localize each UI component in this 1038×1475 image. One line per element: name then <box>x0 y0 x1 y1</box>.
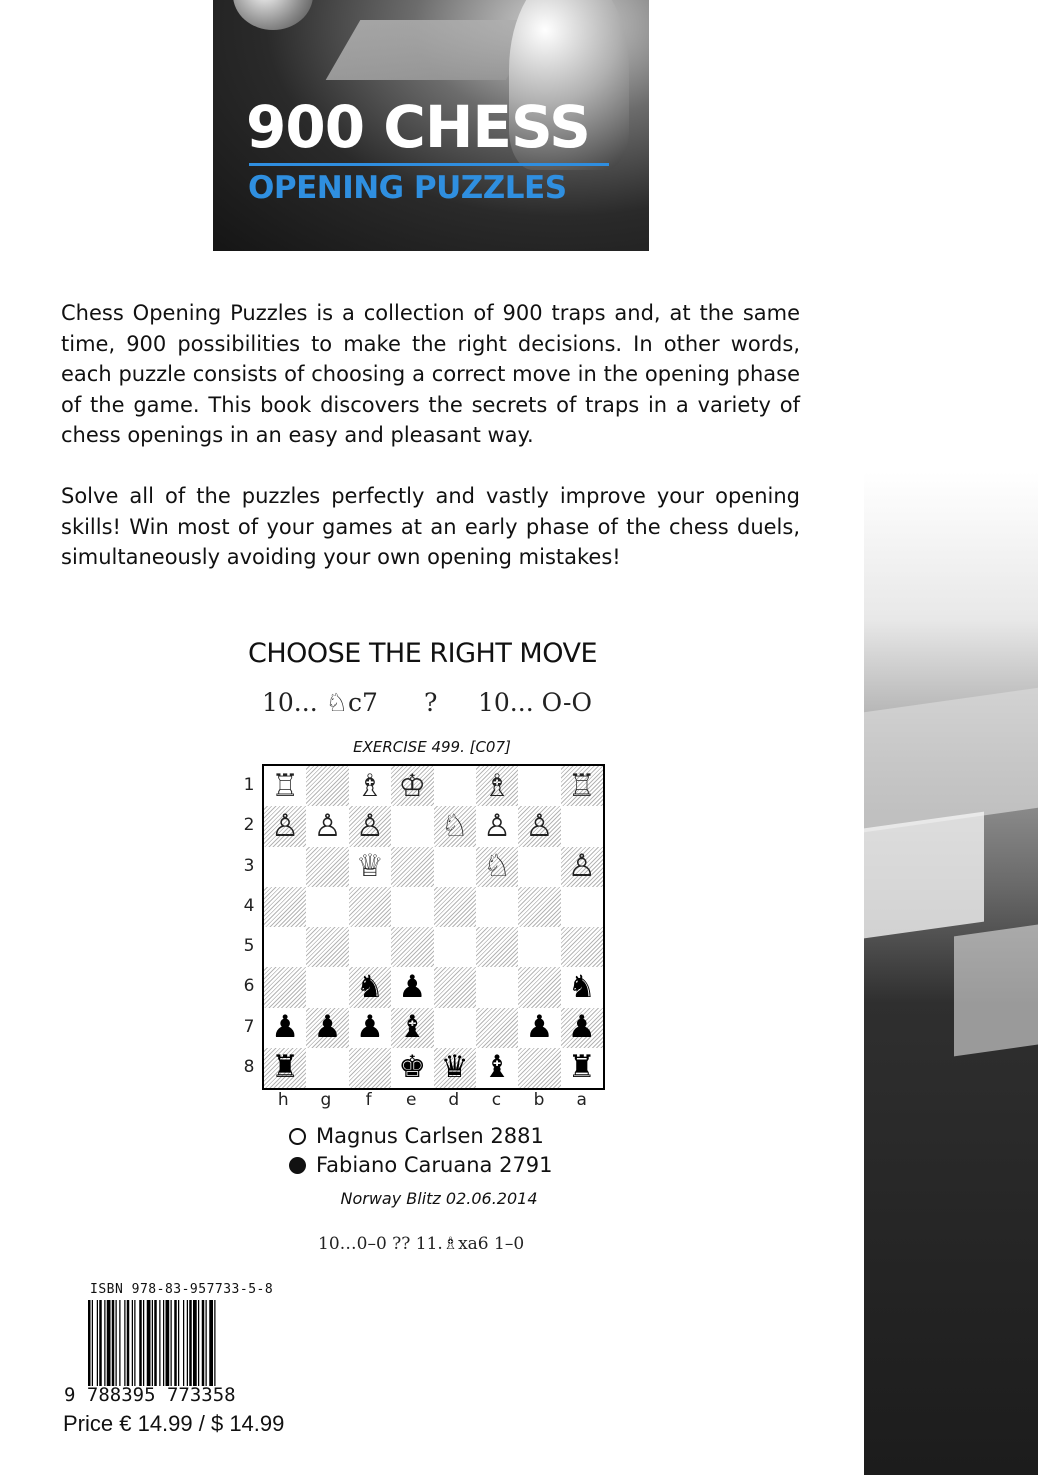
board-square <box>306 1048 348 1088</box>
board-square <box>561 887 603 927</box>
board-square <box>434 847 476 887</box>
board-square <box>518 1048 560 1088</box>
board-square <box>349 806 391 846</box>
description-paragraph: Chess Opening Puzzles is a collection of 900 traps and, at the same time, 900 possibilities to make the right decisions. In other words, each puzzle consists of choosing a correct move in the opening phase of the game. This book discovers the secrets of traps in a variety of chess openings in an easy and pleasant way. <box>61 301 800 447</box>
barcode-bar <box>189 1300 192 1386</box>
board-square-decoration <box>864 812 984 939</box>
board-square <box>391 806 433 846</box>
chess-piece-icon: ♜ <box>271 1049 300 1086</box>
barcode-bar <box>107 1300 111 1386</box>
board-square <box>476 1048 518 1088</box>
move-option-1: 10... ♘c7 <box>262 688 378 717</box>
board-square <box>306 806 348 846</box>
chess-piece-icon: ♙ <box>525 807 554 844</box>
file-labels <box>262 1090 603 1110</box>
chess-piece-icon: ♕ <box>356 848 384 885</box>
rank-label: 3 <box>243 855 255 876</box>
side-photo-strip <box>864 0 1038 1475</box>
file-label: h <box>277 1090 289 1110</box>
file-label: a <box>576 1090 587 1110</box>
barcode-bar <box>88 1300 91 1386</box>
barcode <box>86 1300 294 1390</box>
solution-line: 10…0–0 ?? 11.♗xa6 1–0 <box>318 1234 525 1254</box>
board-square <box>476 967 518 1007</box>
barcode-bar <box>206 1300 207 1386</box>
cover-title-rule <box>249 163 609 166</box>
barcode-bar <box>124 1300 125 1386</box>
barcode-bar <box>174 1300 177 1386</box>
board-square <box>306 967 348 1007</box>
rank-label: 4 <box>243 895 255 916</box>
board-square <box>561 766 603 806</box>
chess-piece-icon: ♝ <box>398 1009 427 1046</box>
board-square <box>264 967 306 1007</box>
barcode-digits: 9 788395 773358 <box>64 1384 236 1406</box>
board-square <box>434 927 476 967</box>
barcode-bar <box>116 1300 117 1386</box>
move-options <box>262 688 622 724</box>
board-square <box>264 1048 306 1088</box>
board-square <box>264 887 306 927</box>
chess-piece-icon: ♙ <box>313 807 342 844</box>
chess-piece-icon: ♗ <box>483 767 511 804</box>
barcode-bar <box>152 1300 153 1386</box>
barcode-bar <box>183 1300 184 1386</box>
file-label: f <box>365 1090 372 1110</box>
barcode-bar <box>154 1300 157 1386</box>
file-label: c <box>491 1090 502 1110</box>
board-square <box>349 967 391 1007</box>
barcode-bar <box>112 1300 115 1386</box>
puzzle-heading: CHOOSE THE RIGHT MOVE <box>248 638 598 669</box>
board-square <box>518 806 560 846</box>
board-square <box>349 1048 391 1088</box>
board-square <box>518 967 560 1007</box>
black-circle-icon <box>289 1157 306 1174</box>
question-mark: ? <box>424 688 438 717</box>
board-square-decoration <box>864 688 1038 832</box>
file-label: e <box>405 1090 417 1110</box>
chess-piece-icon: ♟ <box>525 1009 554 1046</box>
board-square <box>306 847 348 887</box>
white-player-name: Magnus Carlsen 2881 <box>316 1124 544 1148</box>
chess-piece-icon: ♛ <box>440 1049 469 1086</box>
white-player <box>289 1124 544 1148</box>
rank-label: 2 <box>243 815 255 836</box>
price-label: Price € 14.99 / $ 14.99 <box>63 1411 285 1436</box>
chess-piece-icon: ♘ <box>440 807 469 844</box>
chess-piece-icon: ♟ <box>356 1009 384 1046</box>
chess-piece-icon: ♟ <box>271 1009 300 1046</box>
barcode-bar <box>132 1300 133 1386</box>
board-square <box>561 806 603 846</box>
chess-piece-icon: ♖ <box>271 767 300 804</box>
chess-piece-icon: ♚ <box>398 1049 427 1086</box>
chess-piece-icon: ♙ <box>356 807 384 844</box>
board-square <box>434 766 476 806</box>
board-square <box>391 887 433 927</box>
isbn-text: ISBN 978-83-957733-5-8 <box>90 1282 274 1297</box>
board-square <box>518 927 560 967</box>
description-paragraph: Solve all of the puzzles perfectly and vastly improve your opening skills! Win most of your games at an early phase of the chess duels, simultaneously avoiding your own opening mistakes! <box>61 484 800 569</box>
chess-piece-icon: ♞ <box>356 968 384 1005</box>
board-square <box>264 766 306 806</box>
cover-subtitle: OPENING PUZZLES <box>248 170 567 206</box>
board-square <box>476 766 518 806</box>
barcode-bar <box>198 1300 199 1386</box>
chess-board <box>262 764 605 1090</box>
barcode-bar <box>187 1300 188 1386</box>
rank-label: 5 <box>243 936 255 956</box>
chess-piece-icon: ♙ <box>271 807 300 844</box>
rank-label: 1 <box>243 775 255 795</box>
chess-piece-icon: ♙ <box>567 848 596 885</box>
board-square <box>349 847 391 887</box>
board-square <box>264 847 306 887</box>
barcode-bar <box>147 1300 151 1386</box>
barcode-bar <box>134 1300 135 1386</box>
board-square <box>476 1008 518 1048</box>
rank-label: 7 <box>243 1016 255 1037</box>
chess-piece-icon: ♜ <box>567 1049 596 1086</box>
cover-title: 900 CHESS <box>246 93 590 161</box>
board-square <box>391 927 433 967</box>
board-square <box>561 927 603 967</box>
barcode-bar <box>214 1300 215 1386</box>
board-square <box>349 927 391 967</box>
barcode-bar <box>166 1300 170 1386</box>
board-square <box>434 806 476 846</box>
board-square <box>306 766 348 806</box>
barcode-bar <box>143 1300 144 1386</box>
chess-piece-icon: ♔ <box>398 767 427 804</box>
file-label: g <box>320 1090 332 1110</box>
barcode-bar <box>159 1300 160 1386</box>
file-label: d <box>448 1090 460 1110</box>
barcode-bar <box>163 1300 164 1386</box>
barcode-bar <box>178 1300 179 1386</box>
barcode-bar <box>104 1300 105 1386</box>
board-square <box>561 847 603 887</box>
board-square <box>306 887 348 927</box>
chess-piece-icon: ♟ <box>313 1009 342 1046</box>
board-square <box>518 887 560 927</box>
barcode-bar <box>171 1300 172 1386</box>
board-square <box>264 1008 306 1048</box>
board-square <box>264 927 306 967</box>
chess-piece-icon: ♟ <box>567 1009 596 1046</box>
board-square <box>561 1008 603 1048</box>
board-square <box>349 887 391 927</box>
board-square-decoration <box>954 924 1038 1057</box>
board-square <box>476 887 518 927</box>
rank-labels <box>240 764 258 1086</box>
chess-piece-icon: ♙ <box>483 807 511 844</box>
chess-piece-icon: ♞ <box>567 968 596 1005</box>
barcode-bar <box>127 1300 130 1386</box>
board-square <box>434 967 476 1007</box>
white-circle-icon <box>289 1128 306 1145</box>
board-square <box>434 1048 476 1088</box>
barcode-bar <box>139 1300 142 1386</box>
board-square <box>434 1008 476 1048</box>
chess-piece-icon: ♖ <box>567 767 596 804</box>
board-square <box>476 927 518 967</box>
chess-piece-icon: ♟ <box>398 968 427 1005</box>
chess-piece-icon: ♝ <box>483 1049 511 1086</box>
board-square <box>306 1008 348 1048</box>
board-square <box>518 766 560 806</box>
barcode-bar <box>119 1300 120 1386</box>
board-square <box>391 766 433 806</box>
chess-piece-icon: ♘ <box>483 848 511 885</box>
exercise-label: EXERCISE 499. [C07] <box>353 738 511 756</box>
barcode-bar <box>97 1300 98 1386</box>
barcode-bar <box>202 1300 205 1386</box>
board-square <box>391 967 433 1007</box>
board-square <box>391 1048 433 1088</box>
barcode-bar <box>92 1300 93 1386</box>
barcode-bar <box>99 1300 102 1386</box>
black-player-name: Fabiano Caruana 2791 <box>316 1153 553 1177</box>
board-square <box>391 1008 433 1048</box>
chess-piece-icon: ♗ <box>356 767 384 804</box>
file-label: b <box>533 1090 545 1110</box>
board-square <box>476 806 518 846</box>
board-square <box>349 1008 391 1048</box>
event-label: Norway Blitz 02.06.2014 <box>340 1189 538 1208</box>
board-square <box>561 967 603 1007</box>
board-square <box>476 847 518 887</box>
cover-image <box>213 0 649 251</box>
board-square <box>518 847 560 887</box>
board-square <box>518 1008 560 1048</box>
board-square <box>264 806 306 846</box>
move-option-2: 10... O-O <box>478 688 592 717</box>
board-square <box>349 766 391 806</box>
barcode-bar <box>209 1300 213 1386</box>
chess-piece-image <box>233 0 313 30</box>
rank-label: 8 <box>243 1056 255 1077</box>
board-square <box>561 1048 603 1088</box>
black-player <box>289 1153 553 1177</box>
board-square <box>391 847 433 887</box>
board-square <box>306 927 348 967</box>
barcode-bar <box>193 1300 197 1386</box>
board-square <box>434 887 476 927</box>
rank-label: 6 <box>243 976 255 997</box>
